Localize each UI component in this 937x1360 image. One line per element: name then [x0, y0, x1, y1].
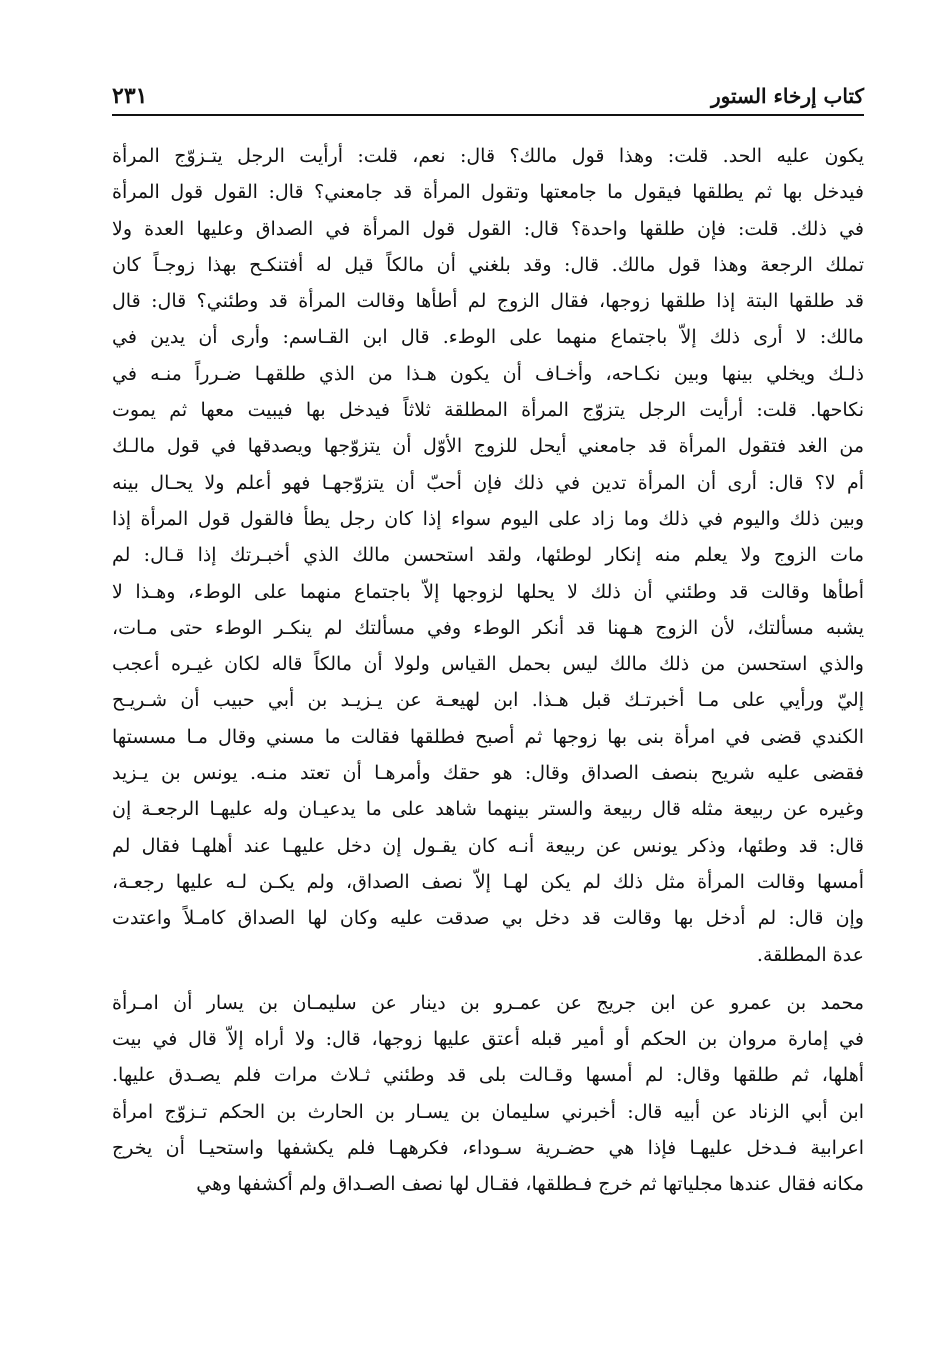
text-line: يشبه مسألتك، لأن الزوج هـهنا قد أنكر الوطء وفي مسألتك لم ينكـر الوطء حتى مـات،	[112, 616, 864, 639]
text-line: فيدخل بها ثم يطلقها فيقول ما جامعتها وتقول المرأة قد جامعني؟ قال: القول قول المرأة	[112, 181, 864, 204]
text-line: قد طلقها البتة إذا طلقها زوجها، فقال الزوج لم أطأها وقالت المرأة قد وطئني؟ قال: قال	[112, 290, 864, 313]
text-line: من الغد فتقول المرأة قد جامعني أيحل للزوج الأوّل أن يتزوّجها ويصدقها في قول مالـك	[112, 435, 864, 458]
text-line: اعرابية فـدخل عليهـا فإذا هي حضـرية سـوداء، فكرههـا فلم يكشفها واستحيـا أن يخرج	[112, 1137, 864, 1160]
page-number: ٢٣١	[112, 83, 148, 109]
text-line: أمسها وقالت المرأة مثل ذلك لم يكن لهـا إلاّ نصف الصداق، ولم يكـن لـه عليها رجعـة،	[112, 870, 864, 893]
text-line: مالك: لا أرى ذلك إلاّ باجتماع منهما على الوطء. قال ابن القـاسم: وأرى أن يدين في	[112, 326, 864, 349]
text-line: تملك الرجعة وهذا قول مالك. قال: وقد بلغني أن مالكاً قيل له أفتنكـح بهذا زوجـاً كان	[112, 253, 864, 276]
text-line: الكندي قضى في امرأة بنى بها زوجها ثم أصبح فطلقها فقالت ما مسني وقال مـا مسستها	[112, 725, 864, 748]
text-line: نكاحها. قلت: أرأيت الرجل يتزوّج المرأة المطلقة ثلاثاً فيدخل بها فيبيت معها ثم يموت	[112, 399, 864, 422]
page-header	[112, 80, 864, 116]
text-line: وبين ذلك واليوم في ذلك وما زاد على اليوم سواء إذا كان رجل يطأ فالقول قول المرأة إذا	[112, 507, 864, 530]
text-line: وإن قال: لم أدخل بها وقالت قد دخل بي صدقت عليه وكان لها الصداق كامـلاً واعتدت	[112, 907, 864, 930]
text-line: في ذلك. قلت: فإن طلقها واحدة؟ قال: القول قول المرأة في الصداق وعليها العدة ولا	[112, 217, 864, 240]
text-line: أطأها وقالت قد وطئني أن ذلك لا يحلها لزوجها إلاّ باجتماع منهما على الوطء، وهـذا لا	[112, 580, 864, 603]
text-line: وغيره عن ربيعة مثله قال ربيعة والستر بينهما شاهد على ما يدعيـان وله عليهـا الرجعـة إن	[112, 798, 864, 821]
text-line: يكون عليه الحد. قلت: وهذا قول مالك؟ قال: نعم، قلت: أرأيت الرجل يتـزوّج المرأة	[112, 145, 864, 167]
text-line: ابن أبي الزناد عن أبيه قال: أخبرني سليمان بن يسـار بن الحارث بن الحكم تـزوّج امرأة	[112, 1100, 864, 1123]
text-line: في إمارة مروان بن الحكم أو أمير قبله أعتق عليها زوجها، قال: ولا أراه إلاّ قال في بيت	[112, 1028, 864, 1051]
text-line: أم لا؟ قال: أرى أن المرأة تدين في ذلك فإن أحبّ أن يتزوّجهـا فهو أعلم ولا يحـال بينه	[112, 471, 864, 494]
text-line: فقضى عليه شريح بنصف الصداق وقال: هو حقك وأمرهـا أن تعتد منـه. يونس بن يـزيد	[112, 762, 864, 785]
paragraph-1	[112, 138, 864, 973]
text-line: مات الزوج ولا يعلم منه إنكار لوطئها، ولقد استحسن مالك الذي أخبـرتك إذا قـال: لم	[112, 544, 864, 567]
text-line: أهلها، ثم طلقها وقال: لم أمسها وقـالت بلى قد وطئني ثـلاث مرات فلم يصـدق عليها.	[112, 1064, 864, 1087]
page-body	[112, 138, 864, 1203]
text-line: عدة المطلقة.	[756, 943, 864, 966]
text-line: ذلـك ويخلي بينها وبين نكـاحه، وأخـاف أن يكون هـذا من الذي طلقهـا ضـرراً منـه في	[112, 362, 864, 385]
paragraph-2	[112, 985, 864, 1203]
running-title: كتاب إرخاء الستور	[711, 84, 864, 108]
text-line: محمد بن عمرو عن ابن جريج عن عمـرو بن دينار عن سليمـان بن يسار أن امـرأة	[112, 991, 864, 1014]
text-line: إليّ ورأيي على مـا أخبرتـك قبل هـذا. ابن لهيعـة عن يـزيـد بن أبي حبيب أن شـريـح	[112, 689, 864, 712]
text-line: والذي استحسن من ذلك مالك ليس بحمل القياس ولولا أن مالكاً قاله لكان غيـره أعجب	[112, 653, 864, 676]
text-line: مكانه فقال عندها مجلياتها ثم خرج فـطلقها، فقـال لها نصف الصـداق ولم أكشفها وهي	[196, 1173, 864, 1196]
text-line: قال: قد وطئها، وذكر يونس عن ربيعة أنـه كان يقـول إن دخل عليهـا عند أهلهـا فقال لم	[112, 834, 864, 857]
